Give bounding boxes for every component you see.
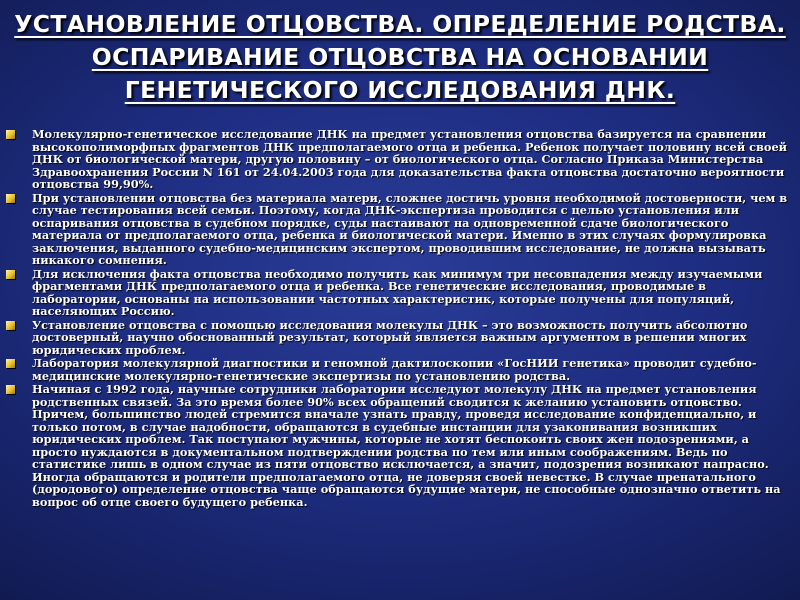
- bullet-item: [6, 128, 792, 191]
- bullet-list: [6, 128, 792, 509]
- bullet-text: При установлении отцовства без материала матери, сложнее достичь уровня необходимой достоверности, чем в случае тестирования всей семьи. Поэтому, когда ДНК-экспертиза проводится с целью установления или оспаривания отцовства в судебном порядке, суды настаивают на одновременной сдаче биологического материала от предполагаемого отца, ребенка и биологической матери. Именно в этих случаях формулировка заключения, выданного судебно-медицинским экспертом, проводившим исследование, не должна вызывать никакого сомнения.: [32, 190, 788, 267]
- bullet-text: Для исключения факта отцовства необходимо получить как минимум три несовпадения между изучаемыми фрагментами ДНК предполагаемого отца и ребенка. Все генетические исследования, проводимые в лаборатории, основаны на использовании частотных характеристик, которые получены для популяций, населяющих Россию.: [32, 266, 763, 318]
- bullet-item: [6, 268, 792, 318]
- bullet-item: [6, 319, 792, 357]
- bullet-text: Начиная с 1992 года, научные сотрудники лаборатории исследуют молекулу ДНК на предмет установления родственных связей. За это время более 90% всех обращений сводится к желанию установить отцовство. Причем, большинство людей стремится вначале узнать правду, проведя исследование конфиденциально, и только потом, в случае надобности, обращаются в судебные инстанции для узаконивания возникших юридических проблем. Так поступают мужчины, которые не хотят беспокоить своих жен подозрениями, а просто нуждаются в документальном подтверждении родства по тем или иным соображениям. Ведь по статистике лишь в одном случае из пяти отцовство исключается, а значит, подозрения возникают напрасно. Иногда обращаются и родители предполагаемого отца, не доверяя своей невестке. В случае пренатального (дородового) определение отцовства чаще обращаются будущие матери, не способные однозначно ответить на вопрос об отце своего будущего ребенка.: [32, 382, 781, 509]
- square-bullet-icon: [6, 321, 15, 330]
- bullet-item: [6, 192, 792, 267]
- square-bullet-icon: [6, 194, 15, 203]
- bullet-item: [6, 383, 792, 508]
- square-bullet-icon: [6, 385, 15, 394]
- square-bullet-icon: [6, 359, 15, 368]
- slide-title: УСТАНОВЛЕНИЕ ОТЦОВСТВА. ОПРЕДЕЛЕНИЕ РОДСТВА. ОСПАРИВАНИЕ ОТЦОВСТВА НА ОСНОВАНИИ ГЕНЕТИЧЕСКОГО ИССЛЕДОВАНИЯ ДНК.: [14, 10, 786, 104]
- bullet-text: Установление отцовства с помощью исследования молекулы ДНК – это возможность получить абсолютно достоверный, научно обоснованный результат, который является важным аргументом в решении многих юридических проблем.: [32, 317, 748, 357]
- bullet-item: [6, 357, 792, 382]
- square-bullet-icon: [6, 270, 15, 279]
- bullet-text: Лаборатория молекулярной диагностики и геномной дактилоскопии «ГосНИИ генетика» проводит судебно-медицинские молекулярно-генетические экспертизы по установлению родства.: [32, 356, 757, 383]
- bullet-text: Молекулярно-генетическое исследование ДНК на предмет установления отцовства базируется на сравнении высокополиморфных фрагментов ДНК предполагаемого отца и ребенка. Ребенок получает половину всей своей ДНК от биологической матери, другую половину – от биологического отца. Согласно Приказа Министерства Здравоохранения России N 161 от 24.04.2003 года для доказательства факта отцовства достаточно вероятности отцовства 99,90%.: [32, 127, 788, 191]
- square-bullet-icon: [6, 130, 15, 139]
